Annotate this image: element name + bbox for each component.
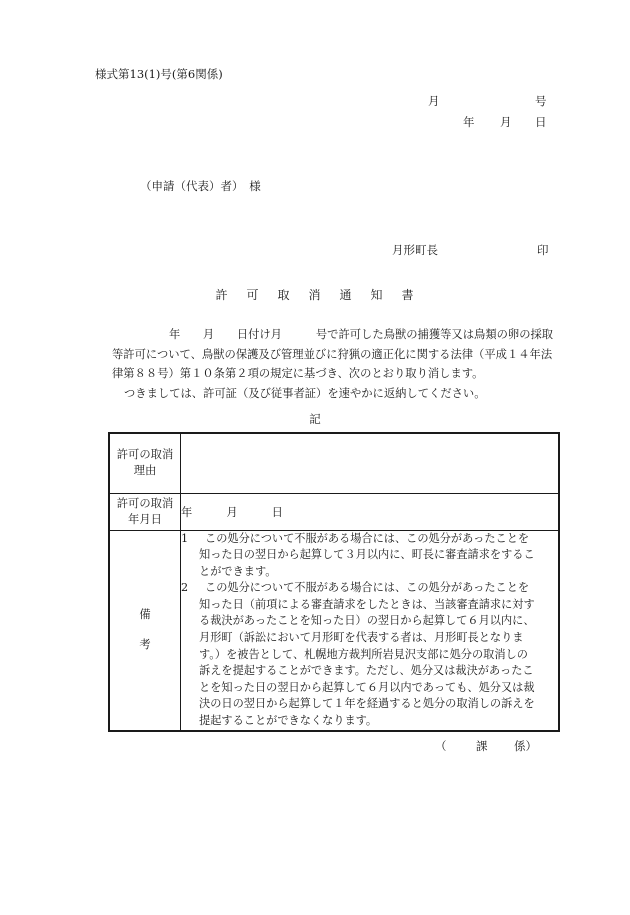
doc-number-month: 月	[428, 94, 440, 108]
title-char: 消	[308, 288, 322, 302]
title-char: 可	[246, 288, 260, 302]
body-line-4: つきましては、許可証（及び従事者証）を速やかに返納してください。	[124, 386, 486, 400]
issue-date-month: 月	[500, 115, 512, 129]
reason-value	[181, 433, 560, 493]
body-line-3: 律第８８号）第１０条第２項の規定に基づき、次のとおり取り消します。	[112, 367, 484, 380]
issuer-title: 月形町長	[392, 243, 438, 257]
document-title	[0, 286, 630, 303]
title-char: 知	[370, 288, 384, 302]
seal-mark: 印	[537, 243, 549, 257]
title-char: 通	[339, 288, 353, 302]
body-line-1: 年 月 日付け月 号で許可した鳥獣の捕獲等又は鳥類の卵の採取	[169, 328, 554, 341]
form-number: 様式第13(1)号(第6関係)	[95, 67, 223, 81]
footer-unit: 係）	[514, 739, 537, 753]
revocation-date-value: 年 月 日	[181, 493, 560, 530]
reason-label: 許可の取消 理由	[109, 433, 181, 493]
remarks-content	[181, 530, 560, 731]
footer-section: 課	[476, 739, 488, 753]
title-char: 許	[215, 288, 229, 302]
addressee: （申請（代表）者） 様	[140, 179, 261, 193]
issue-date-day: 日	[535, 115, 547, 129]
revocation-date-label: 許可の取消 年月日	[109, 493, 181, 530]
remarks-label: 備 考	[109, 530, 181, 731]
details-table	[108, 432, 560, 732]
title-char: 取	[277, 288, 291, 302]
footer-paren-open: （	[435, 739, 447, 753]
remark-item-1: 1 この処分について不服がある場合には、この処分があったことを 知った日の翌日から起算して３月以内に、町長に審査請求をするこ とができます。	[181, 531, 535, 578]
notice-body	[112, 325, 580, 403]
body-line-2: 等許可について、鳥獣の保護及び管理並びに狩猟の適正化に関する法律（平成１４年法	[112, 347, 553, 361]
title-char: 書	[401, 288, 415, 302]
issue-date-year: 年	[463, 115, 475, 129]
ki-heading: 記	[309, 412, 321, 426]
remark-item-2: 2 この処分について不服がある場合には、この処分があったことを 知った日（前項による審査請求をしたときは、当該審査請求に対す る裁決があったことを知った日）の翌日から起算して６月以内に、 月形町（訴訟において月形町を代表する者は、月形町長となりま す。）を被告として、札幌地方裁判所岩見沢支部に処分の取消しの 訴えを提起することができます。ただし、処分又は裁決があったこ とを知った日の翌日から起算して６月以内であっても、処分又は裁 決の日の翌日から起算して１年を経過すると処分の取消しの訴えを 提起することができなくなります。	[181, 581, 535, 728]
doc-number-suffix: 号	[535, 94, 547, 108]
